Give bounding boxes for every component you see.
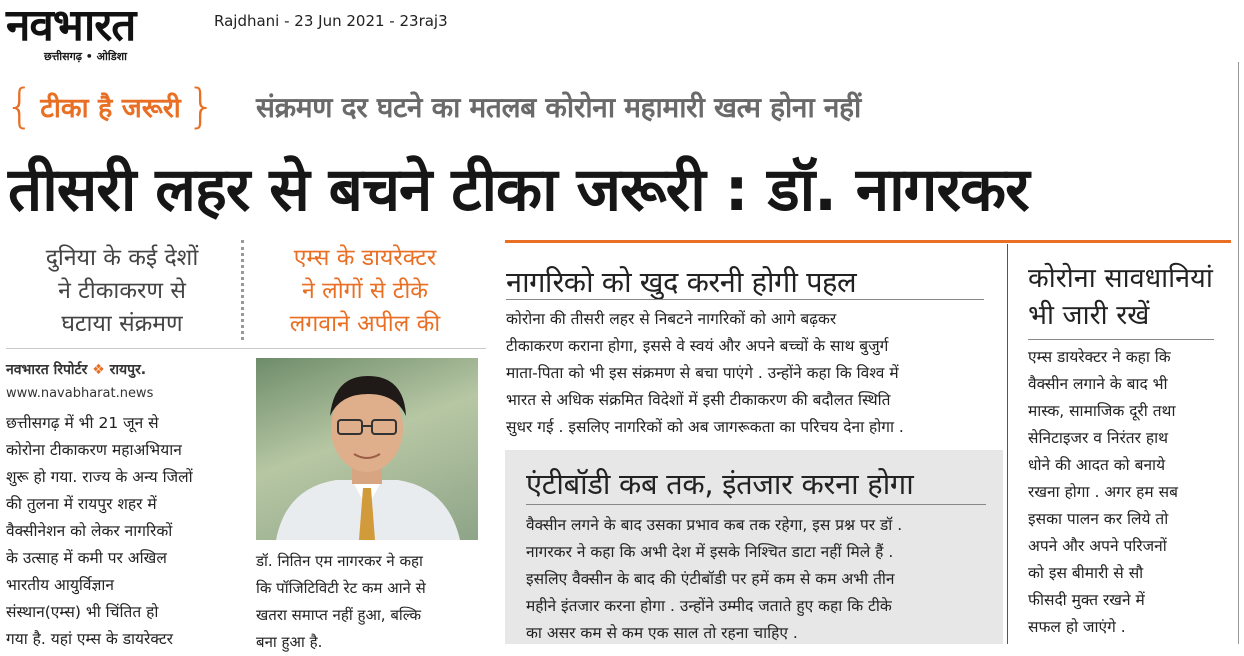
- page-edge-rule: [1238, 62, 1239, 644]
- byline-url: www.navabharat.news: [6, 386, 154, 401]
- section3-title-line: कोरोना सावधानियां: [1028, 263, 1213, 294]
- caption-line: डॉ. नितिन एम नागरकर ने कहा: [256, 552, 423, 570]
- deck-left-line: ने टीकाकरण से: [58, 278, 186, 304]
- body-line: को इस बीमारी से सौ: [1028, 564, 1144, 582]
- deck-rule: [6, 348, 486, 349]
- orange-top-rule: [505, 240, 1231, 243]
- edition-label: Rajdhani - 23 Jun 2021 - 23raj3: [214, 12, 448, 30]
- body-line: गया है. यहां एम्स के डायरेक्टर: [6, 630, 173, 648]
- body-line: कोरोना की तीसरी लहर से निबटने नागरिकों को आगे बढ़कर: [506, 310, 837, 328]
- deck-right: [252, 242, 478, 341]
- body-line: शुरू हो गया. राज्य के अन्य जिलों: [6, 468, 193, 486]
- body-line: वैक्सीन लगाने के बाद भी: [1028, 375, 1168, 393]
- kicker-headline: संक्रमण दर घटने का मतलब कोरोना महामारी खत्म होना नहीं: [256, 91, 861, 124]
- deck-right-line: ने लोगों से टीके: [302, 278, 428, 304]
- body-line: धोने की आदत को बनाये: [1028, 456, 1166, 474]
- photo-caption: [256, 548, 480, 656]
- byline-place: रायपुर.: [109, 362, 147, 378]
- body-line: एम्स डायरेक्टर ने कहा कि: [1028, 348, 1171, 366]
- body-line: मास्क, सामाजिक दूरी तथा: [1028, 402, 1176, 420]
- body-line: वैक्सीनेशन को लेकर नागरिकों: [6, 522, 173, 540]
- body-line: इसलिए वैक्सीन के बाद की एंटीबॉडी पर हमें कम से कम अभी तीन: [526, 570, 895, 588]
- body-line: अपने और अपने परिजनों: [1028, 537, 1167, 555]
- section-tag: [5, 79, 237, 133]
- body-line: कोरोना टीकाकरण महाअभियान: [6, 441, 182, 459]
- portrait-photo: [256, 358, 478, 540]
- body-line: नागरकर ने कहा कि अभी देश में इसके निश्चित डाटा नहीं मिले हैं .: [526, 543, 894, 561]
- section2-body: [526, 512, 988, 647]
- byline: [6, 360, 146, 379]
- deck-left-line: घटाया संक्रमण: [61, 311, 183, 337]
- right-brace: }: [186, 79, 217, 133]
- body-line: रखना होगा . अगर हम सब: [1028, 483, 1178, 501]
- column-divider: [1007, 244, 1008, 644]
- masthead-logo: [6, 0, 196, 64]
- body-line: इसका पालन कर लिये तो: [1028, 510, 1169, 528]
- section3-rule: [1028, 339, 1214, 340]
- section3-title-line: भी जारी रखें: [1028, 300, 1150, 331]
- body-line: माता-पिता को भी इस संक्रमण से बचा पाएंगे . उन्होंने कहा कि विश्व में: [506, 364, 899, 382]
- masthead-region: छत्तीसगढ़ • ओडिशा: [44, 50, 127, 63]
- body-line: सुधर गई . इसलिए नागरिकों को अब जागरूकता का परिचय देना होगा .: [506, 418, 904, 436]
- main-headline: तीसरी लहर से बचने टीका जरूरी : डॉ. नागरकर: [8, 155, 1029, 225]
- body-line: वैक्सीन लगने के बाद उसका प्रभाव कब तक रहेगा, इस प्रश्न पर डॉ .: [526, 516, 903, 534]
- deck-left: [10, 242, 234, 341]
- body-line: महीने इंतजार करना होगा . उन्होंने उम्मीद जताते हुए कहा कि टीके: [526, 597, 892, 615]
- deck-right-line: लगवाने अपील की: [289, 311, 441, 337]
- byline-name: नवभारत रिपोर्टर: [6, 362, 88, 378]
- section-tag-label: टीका है जरूरी: [40, 92, 181, 124]
- caption-line: खतरा समाप्त नहीं हुआ, बल्कि: [256, 606, 422, 624]
- portrait-illustration: [256, 358, 478, 540]
- section3-title: [1028, 260, 1218, 334]
- caption-line: बना हुआ है.: [256, 633, 323, 651]
- section1-body: [506, 306, 982, 441]
- body-line: टीकाकरण कराना होगा, इससे वे स्वयं और अपने बच्चों के साथ बुजुर्ग: [506, 337, 889, 355]
- article-body-left: [6, 410, 230, 653]
- body-line: सेनिटाइजर व निरंतर हाथ: [1028, 429, 1169, 447]
- body-line: संस्थान(एम्स) भी चिंतित हो: [6, 603, 159, 621]
- section3-body: [1028, 344, 1214, 641]
- body-line: भारत से अधिक संक्रमित विदेशों में इसी टीकाकरण की बदौलत स्थिति: [506, 391, 891, 409]
- body-line: के उत्साह में कमी पर अखिल: [6, 549, 167, 567]
- section2-title: एंटीबॉडी कब तक, इंतजार करना होगा: [526, 467, 914, 501]
- body-line: का असर कम से कम एक साल तो रहना चाहिए .: [526, 624, 798, 642]
- masthead-name: नवभारत: [6, 0, 136, 51]
- section1-rule: [506, 299, 984, 300]
- section1-title: नागरिको को खुद करनी होगी पहल: [506, 265, 857, 299]
- body-line: फीसदी मुक्त रखने में: [1028, 591, 1145, 609]
- body-line: सफल हो जाएंगे .: [1028, 618, 1126, 636]
- body-line: की तुलना में रायपुर शहर में: [6, 495, 157, 513]
- deck-right-line: एम्स के डायरेक्टर: [293, 245, 437, 271]
- deck-divider: [241, 240, 244, 340]
- body-line: छत्तीसगढ़ में भी 21 जून से: [6, 414, 159, 432]
- caption-line: कि पॉजिटिविटी रेट कम आने से: [256, 579, 426, 597]
- left-brace: {: [5, 79, 35, 133]
- deck-left-line: दुनिया के कई देशों: [45, 245, 199, 271]
- byline-star-icon: ❖: [92, 362, 105, 378]
- section2-rule: [526, 504, 986, 505]
- body-line: भारतीय आयुर्विज्ञान: [6, 576, 115, 594]
